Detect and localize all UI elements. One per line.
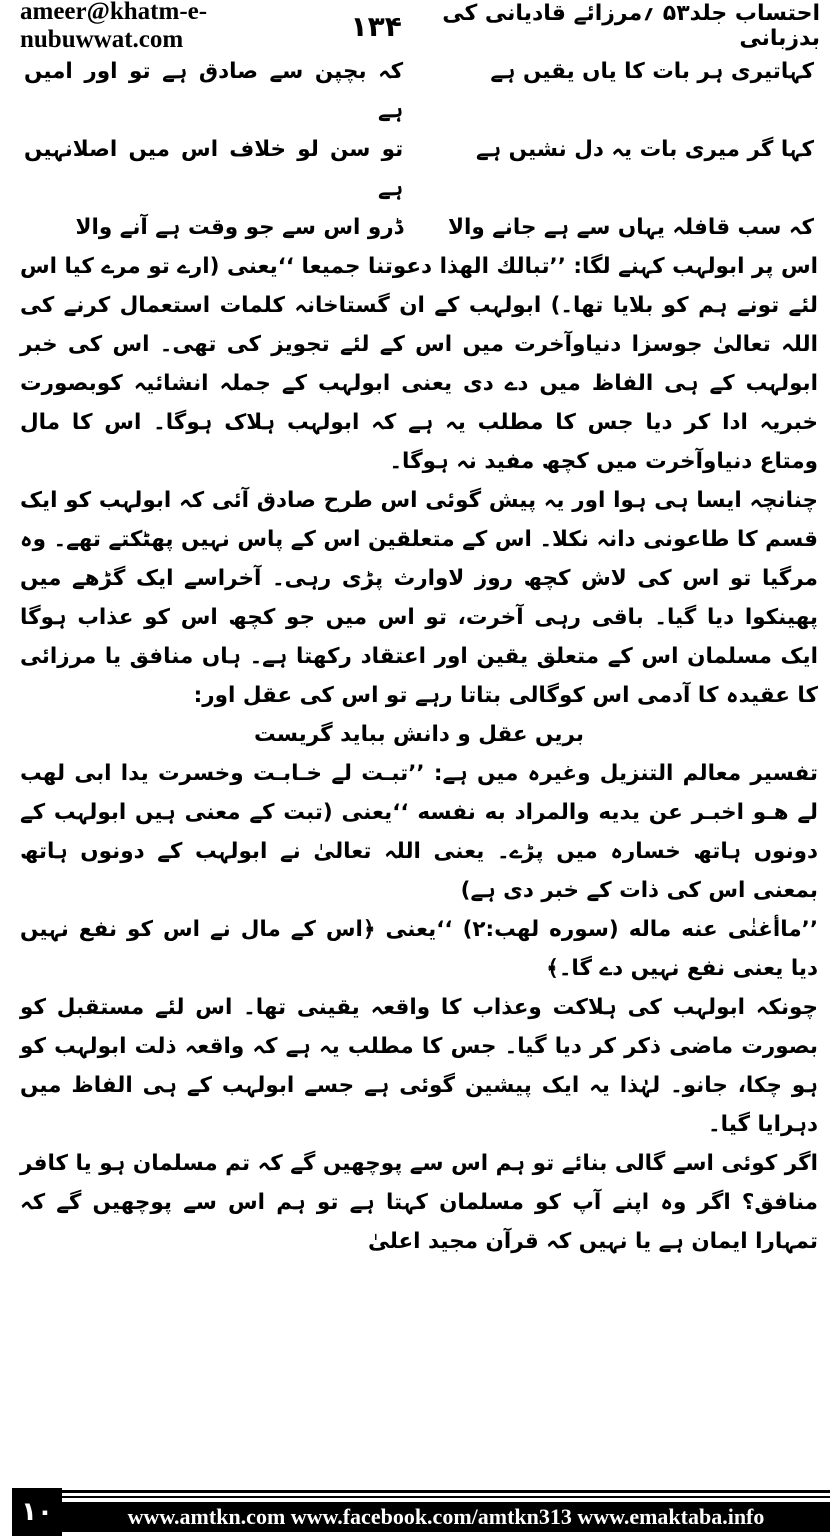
page-body — [20, 52, 818, 1261]
verse-left: تو سن لو خلاف اس میں اصلانہیں ہے — [24, 137, 404, 201]
footer-divider — [62, 1490, 830, 1493]
header-email: ameer@khatm-e-nubuwwat.com — [20, 0, 208, 53]
paragraph: ’’ماأغنٰی عنه ماله (سوره لهب:۲) ‘‘یعنی ﴿اس کے مال نے اس کو نفع نہیں دیا یعنی نفع نہیں دے گا۔﴾ — [20, 917, 818, 981]
paragraph: اگر کوئی اسے گالی بنائے تو ہم اس سے پوچھیں گے کہ تم مسلمان ہو یا کافر منافق؟ اگر وہ اپنے آپ کو مسلمان کہتا ہے تو ہم اس سے پوچھیں گے کہ تمہارا ایمان ہے یا نہیں کہ قرآن مجید اعلیٰ — [20, 1151, 818, 1254]
verse-line — [20, 52, 818, 130]
paragraph: اس پر ابولہب کہنے لگا: ’’تبالك الهذا دعوتنا جميعا ‘‘یعنی (ارے تو مرے کیا اس لئے تونے ہم کو بلایا تھا۔) ابولہب کے ان گستاخانہ کلمات استعمال کرنے کی اللہ تعالیٰ جوسزا دنیاوآخرت میں اس کے لئے تجویز کی تھی۔ اس کی خبر ابولہب کے ہی الفاظ میں دے دی یعنی ابولہب کے جملہ انشائیہ کوبصورت خبریہ ادا کر دیا جس کا مطلب یہ ہے کہ ابولہب ہلاک ہوگا۔ اس کا مال ومتاع دنیاوآخرت میں کچھ مفید نہ ہوگا۔ — [20, 254, 818, 474]
footer-divider — [62, 1496, 830, 1498]
verse-right: کہاتیری ہر بات کا یاں یقیں ہے — [490, 59, 814, 84]
verse-right: کہا گر میری بات یہ دل نشیں ہے — [476, 137, 814, 162]
persian-couplet: بریں عقل و دانش بباید گریست — [254, 722, 584, 747]
verse-left: ڈرو اس سے جو وقت ہے آنے والا — [75, 215, 404, 240]
paragraph: چنانچہ ایسا ہی ہوا اور یہ پیش گوئی اس طرح صادق آئی کہ ابولہب کو ایک قسم کا طاعونی دانہ نکلا۔ اس کے متعلقین اس کے پاس نہیں پھٹکتے تھے۔ وہ مرگیا تو اس کی لاش کچھ روز لاوارث پڑی رہی۔ آخراسے ایک گڑھے میں پھینکوا دیا گیا۔ باقی رہی آخرت، تو اس میں جو کچھ اس کو عذاب ہوگا ایک مسلمان اس کے متعلق یقین اور اعتقاد رکھتا ہے۔ ہاں منافق یا مرزائی کا عقیدہ کا آدمی اس کوگالی بتاتا رہے تو اس کی عقل اور: — [20, 488, 819, 708]
page-header — [20, 0, 820, 53]
header-page-number: ۱۳۴ — [350, 9, 402, 43]
verse-line — [20, 130, 818, 208]
footer-links: www.amtkn.com www.facebook.com/amtkn313 www.emaktaba.info — [62, 1502, 830, 1532]
footer-page-number: ۱۰ — [12, 1488, 62, 1536]
verse-line — [20, 208, 818, 247]
paragraph: چونکہ ابولہب کی ہلاکت وعذاب کا واقعہ یقینی تھا۔ اس لئے مستقبل کو بصورت ماضی ذکر کر دیا گیا۔ جس کا مطلب یہ ہے کہ واقعہ ذلت ابولہب کو ہو چکا، جانو۔ لہٰذا یہ ایک پیشین گوئی ہے جسے ابولہب کے ہی الفاظ میں دہرایا گیا۔ — [20, 995, 818, 1137]
verse-right: کہ سب قافلہ یہاں سے ہے جانے والا — [447, 215, 814, 240]
verse-left: کہ بچپن سے صادق ہے تو اور امیں ہے — [24, 59, 404, 123]
page-footer — [0, 1482, 840, 1540]
paragraph: تفسیر معالم التنزیل وغیرہ میں ہے: ’’تبـت لے خـابـت وخسرت یدا ابی لهب لے هـو اخبـر عن يديه والمراد به نفسه ‘‘یعنی (تبت کے معنی ہیں ابولہب کے دونوں ہاتھ خسارہ میں پڑے۔ یعنی اللہ تعالیٰ نے ابولہب کے دونوں ہاتھ بمعنی اس کی ذات کے خبر دی ہے) — [20, 761, 818, 903]
header-title: احتساب جلد۵۳ ؍مرزائے قادیانی کی بدزبانی — [442, 1, 820, 51]
